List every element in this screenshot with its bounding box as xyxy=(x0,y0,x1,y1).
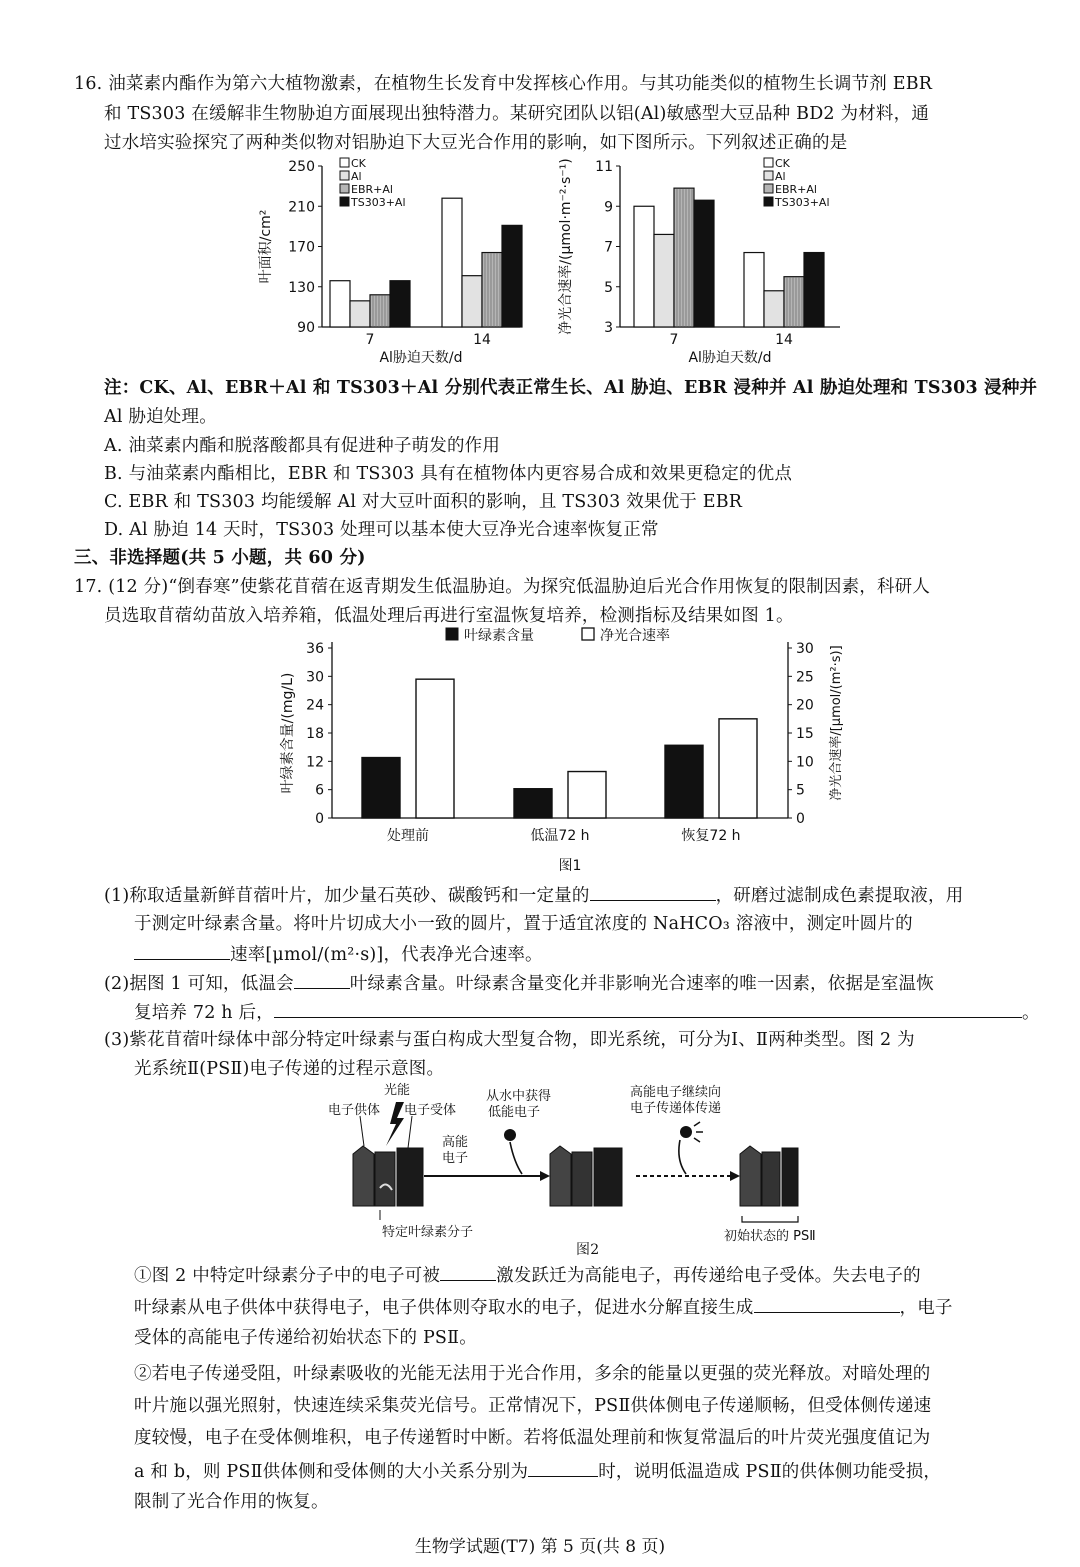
q16-intro-line-1: 16. 油菜素内酯作为第六大植物激素，在植物生长发育中发挥核心作用。与其功能类似的植物生长调节剂 EBR xyxy=(74,74,933,94)
q17-s2-line-2: 叶片施以强光照射，快速连续采集荧光信号。正常情况下，PSⅡ供体侧电子传递顺畅，但受体侧传递速 xyxy=(134,1396,932,1416)
net-rate-legend-label: CK xyxy=(775,157,790,170)
leaf-area-bar-ck xyxy=(442,198,462,327)
answer-blank-3[interactable] xyxy=(294,970,350,989)
net-photosynthesis-chart xyxy=(548,150,848,375)
q17-p1-line-1 xyxy=(104,882,963,908)
q16-option-b: B. 与油菜素内酯相比，EBR 和 TS303 具有在植物体内更容易合成和效果更稳定的优点 xyxy=(104,464,793,484)
donor-pointer xyxy=(360,1116,364,1146)
high-energy-electron-icon xyxy=(680,1126,692,1138)
label-from-water-2: 低能电子 xyxy=(488,1105,541,1120)
q17-intro-line-2: 员选取苜蓿幼苗放入培养箱，低温处理后再进行室温恢复培养，检测指标及结果如图 1。 xyxy=(104,606,794,626)
fig1-left-tick-label: 24 xyxy=(306,697,324,714)
fig1-legend-label-net-rate: 净光合速率 xyxy=(600,628,670,644)
net-rate-legend-swatch xyxy=(764,197,773,206)
fig1-right-tick-label: 0 xyxy=(796,811,805,827)
q17-s1-text-b: 激发跃迁为高能电子，再传递给电子受体。失去电子的 xyxy=(496,1266,921,1286)
fig1-legend-swatch-net-rate xyxy=(582,628,594,640)
answer-blank-2[interactable] xyxy=(134,941,230,960)
net-rate-y-tick-label: 9 xyxy=(604,199,613,216)
answer-blank-6[interactable] xyxy=(754,1294,900,1313)
net-rate-bar-ts303al xyxy=(804,253,824,327)
ps2-complex-1 xyxy=(353,1146,423,1206)
q17-p1-line-3 xyxy=(134,941,543,967)
q17-s1-line-2 xyxy=(134,1294,953,1320)
q17-intro-line-1: 17. (12 分)“倒春寒”使紫花苜蓿在返青期发生低温胁迫。为探究低温胁迫后光合作用恢复的限制因素，科研人 xyxy=(74,577,931,597)
q17-s1-text-c: 叶绿素从电子供体中获得电子，电子供体则夺取水的电子，促进水分解直接生成 xyxy=(134,1298,754,1318)
q16-note-line-2: Al 胁迫处理。 xyxy=(104,407,217,427)
fig1-x-tick-label: 低温72 h xyxy=(530,828,590,844)
leaf-area-legend-label: CK xyxy=(351,157,366,170)
fig1-x-tick-label: 处理前 xyxy=(387,828,429,844)
label-light: 光能 xyxy=(384,1083,411,1098)
q17-s2-text-a: a 和 b，则 PSⅡ供体侧和受体侧的大小关系分别为 xyxy=(134,1462,529,1482)
q17-p1-line-2: 于测定叶绿素含量。将叶片切成大小一致的圆片，置于适宜浓度的 NaHCO₃ 溶液中，测定叶圆片的 xyxy=(134,914,913,934)
net-rate-y-tick-label: 5 xyxy=(604,279,613,296)
leaf-area-y-label: 叶面积/cm² xyxy=(258,209,274,284)
fig1-caption: 图1 xyxy=(558,858,582,874)
leaf-area-bar-ck xyxy=(330,281,350,327)
section-title: 三、非选择题(共 5 小题，共 60 分) xyxy=(74,548,366,568)
fig1-right-tick-label: 30 xyxy=(796,641,814,657)
leaf-area-legend-swatch xyxy=(340,158,349,167)
lightning-icon xyxy=(386,1102,404,1146)
electron-rays-icon xyxy=(694,1122,703,1142)
fig1-bar-chlorophyll xyxy=(362,758,400,818)
fig1-right-tick-label: 10 xyxy=(796,754,814,771)
fig1-bar-net-rate xyxy=(568,772,606,818)
q17-p1-text-d: 速率[μmol/(m²·s)]，代表净光合速率。 xyxy=(230,945,543,965)
q17-p2-line-1 xyxy=(104,970,934,996)
leaf-area-legend-swatch xyxy=(340,171,349,180)
net-rate-legend-label: EBR+Al xyxy=(775,183,817,196)
leaf-area-bar-al xyxy=(350,301,370,327)
net-rate-legend-swatch xyxy=(764,184,773,193)
q16-note-line-1: 注：CK、Al、EBR＋Al 和 TS303＋Al 分别代表正常生长、Al 胁迫、EBR 浸种并 Al 胁迫处理和 TS303 浸种并 xyxy=(104,378,1038,398)
fig1-legend-label-chlorophyll: 叶绿素含量 xyxy=(464,628,534,644)
q16-option-d: D. Al 胁迫 14 天时，TS303 处理可以基本使大豆净光合速率恢复正常 xyxy=(104,520,659,540)
fig1-x-tick-label: 恢复72 h xyxy=(681,828,741,844)
label-initial-ps2: 初始状态的 PSⅡ xyxy=(724,1229,816,1244)
net-rate-legend-swatch xyxy=(764,158,773,167)
q17-s2-line-1: ②若电子传递受阻，叶绿素吸收的光能无法用于光合作用，多余的能量以更强的荧光释放。对暗处理的 xyxy=(134,1364,931,1384)
q17-p1-text-b: ，研磨过滤制成色素提取液，用 xyxy=(715,886,964,906)
q17-s2-line-4 xyxy=(134,1458,941,1484)
answer-blank-4[interactable] xyxy=(274,999,1022,1018)
net-rate-bar-ts303al xyxy=(694,200,714,327)
electron-dot-icon xyxy=(504,1129,516,1141)
fig1-right-tick-label: 25 xyxy=(796,669,814,686)
fig1-bar-net-rate xyxy=(416,679,454,818)
q16-option-a: A. 油菜素内酯和脱落酸都具有促进种子萌发的作用 xyxy=(104,436,501,456)
label-chlorophyll: 特定叶绿素分子 xyxy=(382,1225,474,1240)
fig1-right-tick-label: 20 xyxy=(796,697,814,714)
leaf-area-legend-swatch xyxy=(340,184,349,193)
page-footer: 生物学试题(T7) 第 5 页(共 8 页) xyxy=(414,1537,666,1557)
fig1-left-tick-label: 12 xyxy=(306,754,324,771)
q17-p1-text-a: (1)称取适量新鲜苜蓿叶片，加少量石英砂、碳酸钙和一定量的 xyxy=(104,886,590,906)
label-high-energy-1: 高能 xyxy=(442,1135,469,1150)
q17-s1-text-d: ，电子 xyxy=(899,1298,953,1318)
leaf-area-legend-label: TS303+Al xyxy=(351,196,406,209)
net-rate-bar-al xyxy=(654,234,674,327)
q17-p3-line-1: (3)紫花苜蓿叶绿体中部分特定叶绿素与蛋白构成大型复合物，即光系统，可分为Ⅰ、Ⅱ两种类型。图 2 为 xyxy=(104,1030,915,1050)
q17-s2-line-3: 度较慢，电子在受体侧堆积，电子传递暂时中断。若将低温处理前和恢复常温后的叶片荧光强度值记为 xyxy=(134,1428,931,1448)
ps2-complex-3 xyxy=(740,1146,798,1206)
q17-s2-text-b: 时，说明低温造成 PSⅡ的供体侧功能受损， xyxy=(598,1462,942,1482)
leaf-area-x-label: Al胁迫天数/d xyxy=(379,350,463,366)
leaf-area-chart xyxy=(250,150,550,375)
net-rate-bar-al xyxy=(764,291,784,327)
q17-s1-text-a: ①图 2 中特定叶绿素分子中的电子可被 xyxy=(134,1266,441,1286)
leaf-area-legend-swatch xyxy=(340,197,349,206)
leaf-area-y-tick-label: 170 xyxy=(288,239,315,256)
net-rate-y-label: 净光合速率/(μmol·m⁻²·s⁻¹) xyxy=(558,158,574,335)
leaf-area-legend-label: Al xyxy=(351,170,362,183)
arrow-2-head xyxy=(730,1171,740,1181)
leaf-area-bar-ts303al xyxy=(502,225,522,327)
figure-2-diagram xyxy=(300,1080,816,1260)
leaf-area-x-tick-label: 14 xyxy=(473,332,491,348)
label-from-water-1: 从水中获得 xyxy=(486,1089,552,1104)
q17-s1-line-3: 受体的高能电子传递给初始状态下的 PSⅡ。 xyxy=(134,1328,477,1348)
fig1-bar-chlorophyll xyxy=(514,789,552,818)
arrow-1-head xyxy=(540,1171,550,1181)
fig1-left-tick-label: 6 xyxy=(315,782,324,799)
ps2-complex-2 xyxy=(550,1146,622,1206)
fig1-left-tick-label: 0 xyxy=(315,811,324,827)
water-electron-arrow xyxy=(510,1142,522,1174)
net-rate-x-tick-label: 14 xyxy=(775,332,793,348)
fig1-left-tick-label: 30 xyxy=(306,669,324,686)
q17-p2-text-c: 复培养 72 h 后， xyxy=(134,1003,274,1023)
net-rate-bar-ck xyxy=(744,253,764,327)
leaf-area-bar-al xyxy=(462,276,482,327)
q17-p2-text-b: 叶绿素含量。叶绿素含量变化并非影响光合速率的唯一因素，依据是室温恢 xyxy=(349,974,934,994)
leaf-area-y-tick-label: 130 xyxy=(288,279,315,296)
electron-transfer-arrow xyxy=(679,1140,686,1174)
q16-intro-line-2: 和 TS303 在缓解非生物胁迫方面展现出独特潜力。某研究团队以铝(Al)敏感型大豆品种 BD2 为材料，通 xyxy=(104,104,930,124)
net-rate-legend-label: TS303+Al xyxy=(775,196,830,209)
label-donor: 电子供体 xyxy=(328,1103,381,1118)
net-rate-y-tick-label: 11 xyxy=(595,159,613,175)
q16-intro-line-3: 过水培实验探究了两种类似物对铝胁迫下大豆光合作用的影响，如下图所示。下列叙述正确的是 xyxy=(104,133,848,153)
leaf-area-bar-ts303al xyxy=(390,281,410,327)
fig1-right-axis-label: 净光合速率/[μmol/(m²·s)] xyxy=(829,645,844,801)
q17-p2-text-a: (2)据图 1 可知，低温会 xyxy=(104,974,294,994)
leaf-area-y-tick-label: 210 xyxy=(288,199,315,216)
fig1-legend-swatch-chlorophyll xyxy=(446,628,458,640)
net-rate-legend-label: Al xyxy=(775,170,786,183)
fig1-right-tick-label: 15 xyxy=(796,726,814,742)
net-rate-x-label: Al胁迫天数/d xyxy=(688,350,772,366)
fig1-left-tick-label: 18 xyxy=(306,726,324,742)
net-rate-bar-ck xyxy=(634,206,654,327)
q17-p2-line-2 xyxy=(134,999,1040,1025)
leaf-area-legend-label: EBR+Al xyxy=(351,183,393,196)
leaf-area-x-tick-label: 7 xyxy=(365,332,375,348)
leaf-area-y-tick-label: 250 xyxy=(288,159,315,175)
figure-2-caption: 图2 xyxy=(576,1242,600,1258)
fig1-left-axis-label: 叶绿素含量/(mg/L) xyxy=(280,672,296,794)
q17-p2-text-d: 。 xyxy=(1021,1003,1040,1023)
ps2-bracket xyxy=(742,1216,798,1222)
answer-blank-1[interactable] xyxy=(590,882,716,901)
label-acceptor: 电子受体 xyxy=(404,1103,457,1118)
net-rate-x-tick-label: 7 xyxy=(669,332,679,348)
acceptor-pointer xyxy=(408,1116,412,1148)
label-continue-2: 电子传递体传递 xyxy=(630,1101,722,1116)
fig1-right-tick-label: 5 xyxy=(796,782,805,799)
leaf-area-y-tick-label: 90 xyxy=(297,320,315,336)
label-high-energy-2: 电子 xyxy=(442,1151,469,1166)
q17-p3-line-2: 光系统Ⅱ(PSⅡ)电子传递的过程示意图。 xyxy=(134,1059,445,1079)
net-rate-y-tick-label: 7 xyxy=(604,239,613,256)
q17-s2-line-5: 限制了光合作用的恢复。 xyxy=(134,1492,329,1512)
answer-blank-5[interactable] xyxy=(440,1262,496,1281)
label-continue-1: 高能电子继续向 xyxy=(630,1085,722,1100)
q16-option-c: C. EBR 和 TS303 均能缓解 Al 对大豆叶面积的影响，且 TS303 效果优于 EBR xyxy=(104,492,743,512)
fig1-bar-net-rate xyxy=(719,719,757,818)
q17-s1-line-1 xyxy=(134,1262,921,1288)
answer-blank-7[interactable] xyxy=(528,1458,598,1477)
figure-1-chart xyxy=(270,622,860,877)
net-rate-y-tick-label: 3 xyxy=(604,320,613,336)
net-rate-legend-swatch xyxy=(764,171,773,180)
fig1-left-tick-label: 36 xyxy=(306,641,324,657)
fig1-bar-chlorophyll xyxy=(665,745,703,818)
